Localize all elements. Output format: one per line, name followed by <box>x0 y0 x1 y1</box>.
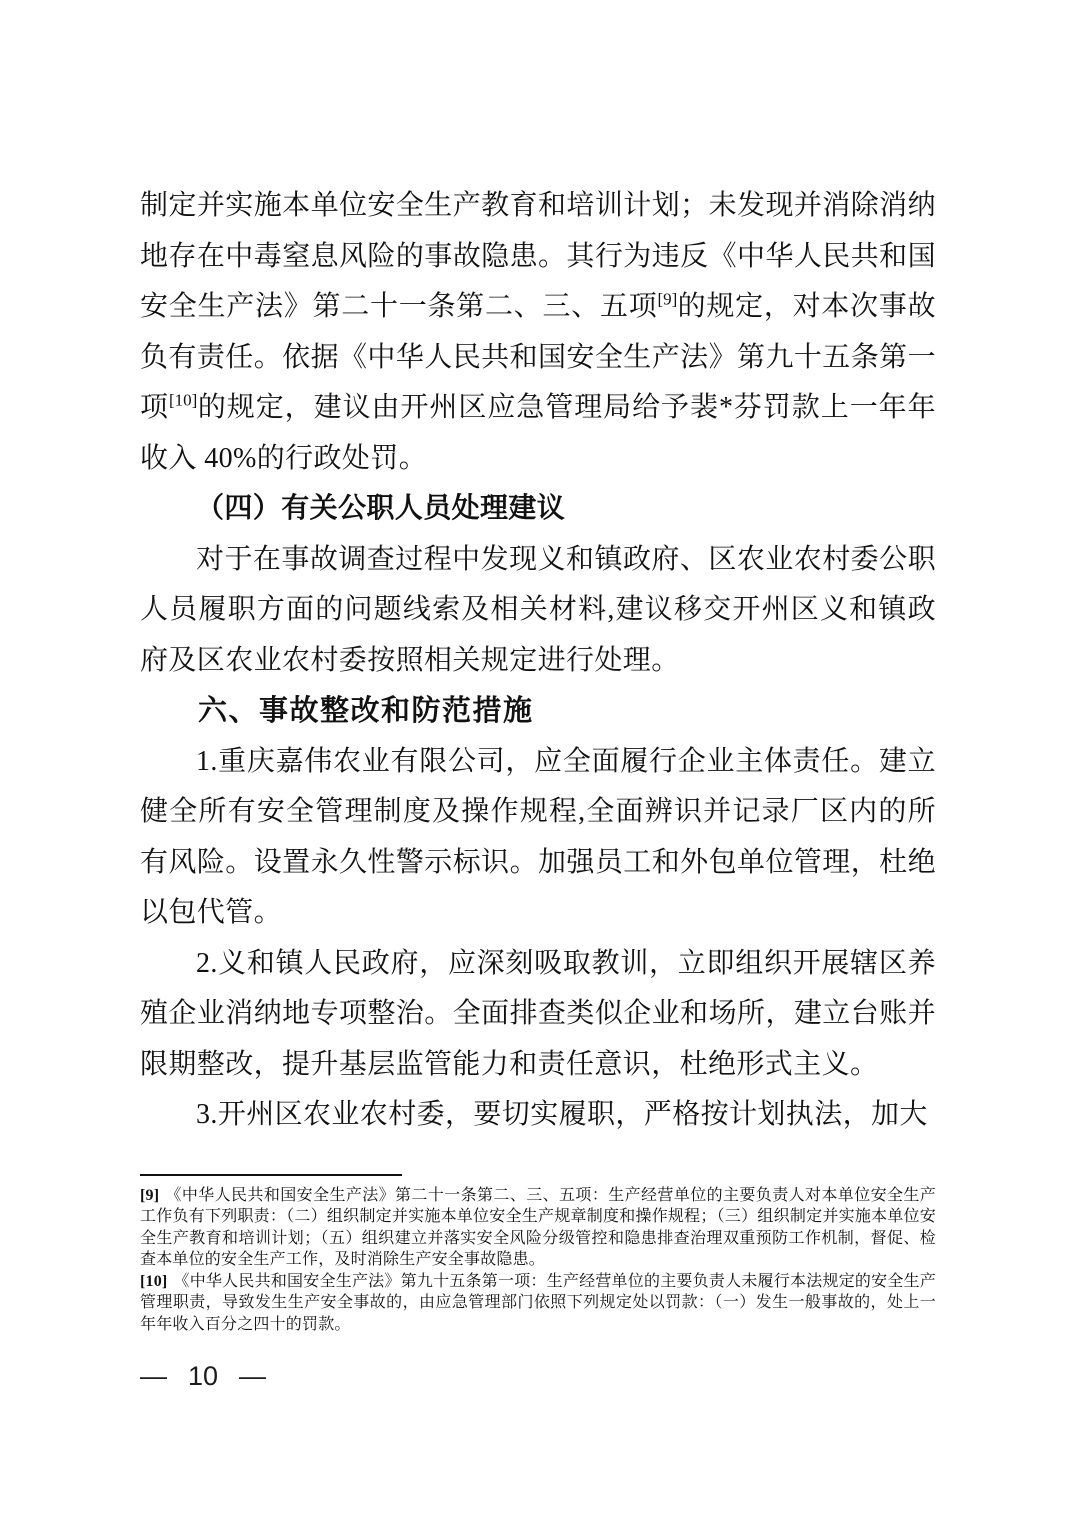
footnote-separator <box>140 1174 402 1176</box>
footnote-9-text: 《中华人民共和国安全生产法》第二十一条第二、三、五项：生产经营单位的主要负责人对本单位安全生产工作负有下列职责：（二）组织制定并实施本单位安全生产规章制度和操作规程；（三）组织制定并实施本单位安全生产教育和培训计划；（五）组织建立并落实安全风险分级管控和隐患排查治理双重预防工作机制，督促、检查本单位的安全生产工作，及时消除生产安全事故隐患。 <box>140 1186 936 1269</box>
heading-section-six: 六、事故整改和防范措施 <box>198 695 534 727</box>
footnote-10 <box>140 1271 936 1336</box>
footnote-9 <box>140 1185 936 1271</box>
document-body <box>140 181 936 1141</box>
footnote-ref-10: [10] <box>168 390 198 410</box>
paragraph-public-officials: 对于在事故调查过程中发现义和镇政府、区农业农村委公职人员履职方面的问题线索及相关材料,建议移交开州区义和镇政府及区农业农村委按照相关规定进行处理。 <box>140 543 936 676</box>
page-number-value: 10 <box>188 1360 219 1391</box>
footnote-ref-9: [9] <box>657 289 678 309</box>
paragraph-penalty <box>140 181 936 484</box>
paragraph-measure-3: 3.开州区农业农村委，要切实履职，严格按计划执法，加大 <box>196 1099 928 1130</box>
footnote-9-marker: [9] <box>140 1186 160 1204</box>
footnote-10-marker: [10] <box>140 1272 168 1290</box>
paragraph-measure-1: 1.重庆嘉伟农业有限公司，应全面履行企业主体责任。建立健全所有安全管理制度及操作规程,全面辨识并记录厂区内的所有风险。设置永久性警示标识。加强员工和外包单位管理，杜绝以包代管。 <box>140 745 936 928</box>
page-number-dash-left: — <box>140 1360 167 1391</box>
page-number <box>140 1361 936 1391</box>
paragraph-penalty-part1: 制定并实施本单位安全生产教育和培训计划；未发现并消除消纳地存在中毒窒息风险的事故隐患。其行为违反《中华人民共和国安全生产法》第二十一条第二、三、五项 <box>140 190 936 322</box>
paragraph-penalty-part3: 的规定，建议由开州区应急管理局给予裴*芬罚款上一年年收入 40%的行政处罚。 <box>140 392 936 474</box>
paragraph-penalty-part2: 的规定，对本次事故负有责任。依据《中华人民共和国安全生产法》第九十五条第一项 <box>140 291 937 423</box>
heading-section-four: （四）有关公职人员处理建议 <box>196 493 566 524</box>
footnote-10-text: 《中华人民共和国安全生产法》第九十五条第一项：生产经营单位的主要负责人未履行本法规定的安全生产管理职责，导致发生生产安全事故的，由应急管理部门依照下列规定处以罚款：（一）发生一般事故的，处上一年年收入百分之四十的罚款。 <box>140 1272 936 1334</box>
paragraph-measure-2: 2.义和镇人民政府，应深刻吸取教训，立即组织开展辖区养殖企业消纳地专项整治。全面排查类似企业和场所，建立台账并限期整改，提升基层监管能力和责任意识，杜绝形式主义。 <box>140 947 936 1080</box>
page-number-dash-right: — <box>239 1360 267 1391</box>
footnotes-section <box>140 1185 936 1336</box>
